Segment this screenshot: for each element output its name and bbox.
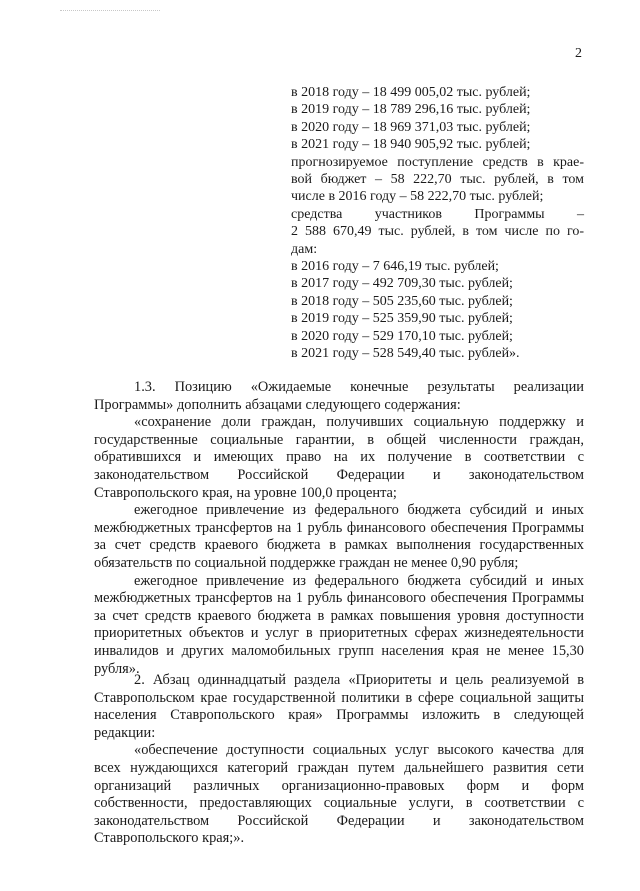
section-1-3-paragraph: «сохранение доли граждан, получивших социальную поддержку и государственные социальные гарантии, в общей численности граждан, обратившихся и имеющих право на их получение в соответствии с законодательством Российской Федерации и законодательством Ставропольского края, на уровне 100,0 процента; — [94, 414, 584, 501]
funding-line: в 2016 году – 7 646,19 тыс. рублей; — [291, 259, 499, 275]
scan-artifact — [60, 10, 160, 13]
funding-line: в 2021 году – 528 549,40 тыс. рублей». — [291, 346, 520, 362]
funding-line: средства участников Программы – — [291, 206, 584, 222]
page-number: 2 — [575, 46, 582, 61]
section-1-3 — [94, 379, 584, 678]
funding-line: в 2020 году – 529 170,10 тыс. рублей; — [291, 328, 513, 344]
funding-line: в 2017 году – 492 709,30 тыс. рублей; — [291, 276, 513, 292]
funding-line: вой бюджет – 58 222,70 тыс. рублей, в том — [291, 172, 584, 188]
funding-line: в 2018 году – 505 235,60 тыс. рублей; — [291, 293, 513, 309]
section-2 — [94, 672, 584, 848]
funding-line: в 2018 году – 18 499 005,02 тыс. рублей; — [291, 85, 531, 100]
section-1-3-paragraph: ежегодное привлечение из федерального бюджета субсидий и иных межбюджетных трансфертов на 1 рубль финансового обеспечения Программы за счет средств краевого бюджета в рамках выполнения государственных обязательств по социальной поддержке граждан не менее 0,90 рубля; — [94, 502, 584, 571]
funding-line: в 2019 году – 18 789 296,16 тыс. рублей; — [291, 102, 531, 118]
funding-line: дам: — [291, 241, 318, 257]
funding-line: в 2020 году – 18 969 371,03 тыс. рублей; — [291, 119, 531, 135]
funding-amounts-block — [291, 84, 584, 363]
section-1-3-paragraph: ежегодное привлечение из федерального бюджета субсидий и иных межбюджетных трансфертов на 1 рубль финансового обеспечения Программы за счет средств краевого бюджета в рамках повышения уровня доступности приоритетных объектов и услуг в приоритетных сферах жизнедеятельности инвалидов и других маломобильных групп населения края не менее 15,30 рубля». — [94, 572, 584, 677]
funding-line: прогнозируемое поступление средств в крае- — [291, 154, 584, 170]
section-2-paragraph: «обеспечение доступности социальных услуг высокого качества для всех нуждающихся категорий граждан путем дальнейшего развития сети организаций различных организационно-правовых форм и форм собственности, предоставляющих социальные услуги, в соответствии с законодательством Российской Федерации и законодательством Ставропольского края;». — [94, 742, 584, 847]
funding-line: 2 588 670,49 тыс. рублей, в том числе по го- — [291, 224, 584, 240]
section-1-3-intro: 1.3. Позицию «Ожидаемые конечные результаты реализации Программы» дополнить абзацами следующего содержания: — [94, 379, 584, 413]
funding-line: числе в 2016 году – 58 222,70 тыс. рублей; — [291, 189, 544, 205]
funding-line: в 2021 году – 18 940 905,92 тыс. рублей; — [291, 137, 531, 153]
section-2-intro: 2. Абзац одиннадцатый раздела «Приоритеты и цель реализуемой в Ставропольском крае государственной политики в сфере социальной защиты населения Ставропольского края» Программы изложить в следующей редакции: — [94, 672, 584, 741]
funding-line: в 2019 году – 525 359,90 тыс. рублей; — [291, 311, 513, 327]
